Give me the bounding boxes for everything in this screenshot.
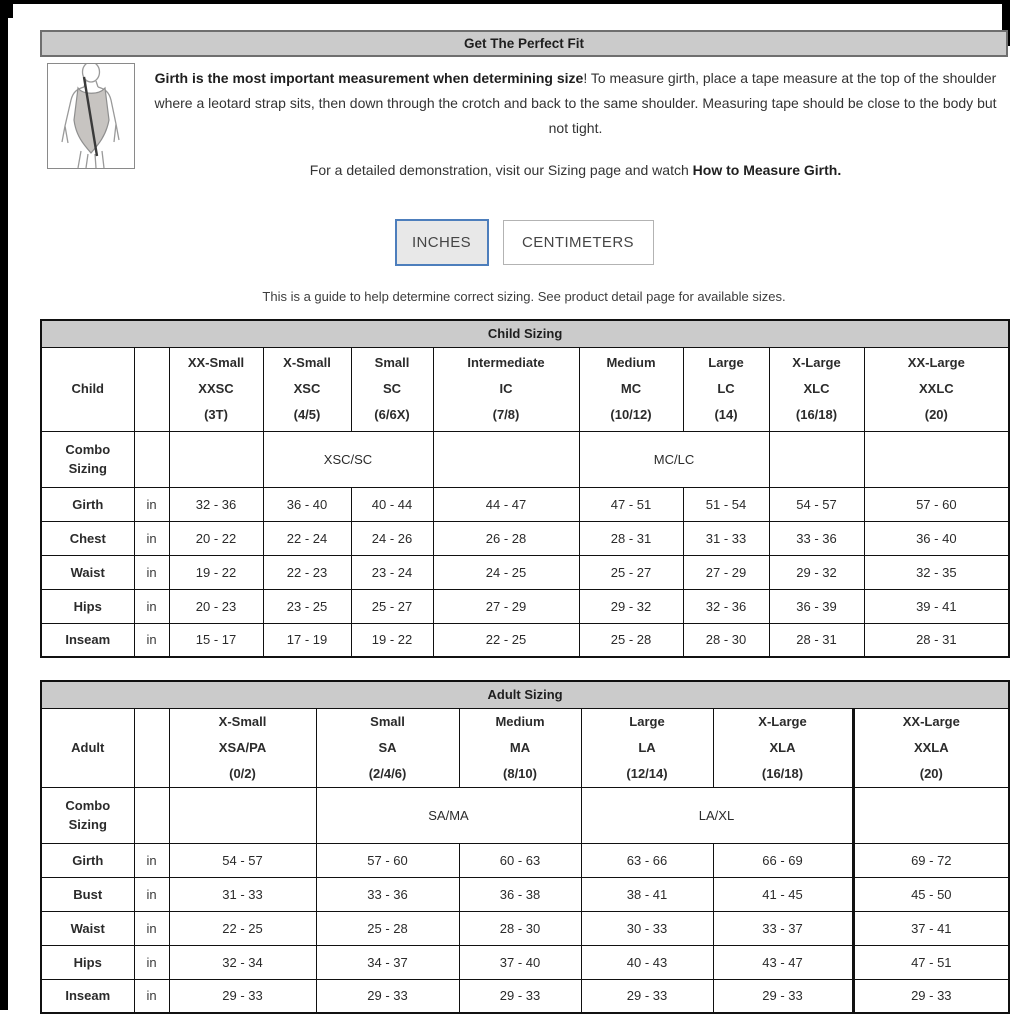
size-value-cell: 24 - 26 (351, 521, 433, 555)
size-value-cell: 69 - 72 (853, 843, 1009, 877)
table-corner-label: Child (41, 347, 134, 431)
size-value-cell: 30 - 33 (581, 911, 713, 945)
unit-cell (134, 787, 169, 843)
size-column-header: X-Large XLA (16/18) (713, 708, 853, 787)
sizing-guide-page (40, 30, 1008, 1014)
size-column-header: X-Large XLC (16/18) (769, 347, 864, 431)
size-value-cell: 29 - 32 (579, 589, 683, 623)
unit-cell (134, 431, 169, 487)
size-value-cell: 27 - 29 (433, 589, 579, 623)
screenshot-top-edge-artifact (0, 0, 1010, 4)
size-value-cell: 25 - 27 (579, 555, 683, 589)
size-value-cell: 24 - 25 (433, 555, 579, 589)
size-value-cell: 34 - 37 (316, 945, 459, 979)
size-value-cell: 32 - 36 (169, 487, 263, 521)
combo-span-cell: XSC/SC (263, 431, 433, 487)
size-value-cell: 33 - 37 (713, 911, 853, 945)
measurement-row-label: Bust (41, 877, 134, 911)
girth-instructions-bold-lead: Girth is the most important measurement when determining size (154, 70, 584, 86)
unit-header-cell (134, 708, 169, 787)
size-value-cell: 37 - 40 (459, 945, 581, 979)
unit-cell: in (134, 487, 169, 521)
girth-instructions-body: ! To measure girth, place a tape measure at the top of the shoulder where a leotard strap sits, then down through the crotch and back to the same shoulder. Measuring tape should be close to the body but not tight. (154, 70, 997, 136)
size-value-cell: 32 - 34 (169, 945, 316, 979)
unit-cell: in (134, 877, 169, 911)
intro-text-block (135, 63, 1008, 178)
size-value-cell: 44 - 47 (433, 487, 579, 521)
size-value-cell: 63 - 66 (581, 843, 713, 877)
size-value-cell: 38 - 41 (581, 877, 713, 911)
unit-header-cell (134, 347, 169, 431)
size-value-cell: 19 - 22 (169, 555, 263, 589)
size-value-cell: 33 - 36 (769, 521, 864, 555)
unit-cell: in (134, 843, 169, 877)
demo-instructions-bold: How to Measure Girth. (692, 162, 842, 178)
size-value-cell: 31 - 33 (683, 521, 769, 555)
size-value-cell: 40 - 44 (351, 487, 433, 521)
screenshot-left-edge-artifact (0, 0, 8, 1010)
size-value-cell: 47 - 51 (853, 945, 1009, 979)
measurement-row-label: Chest (41, 521, 134, 555)
size-value-cell: 45 - 50 (853, 877, 1009, 911)
size-value-cell: 57 - 60 (316, 843, 459, 877)
measurement-row-label: Inseam (41, 623, 134, 657)
size-column-header: Small SA (2/4/6) (316, 708, 459, 787)
unit-toggle (40, 219, 1008, 266)
size-value-cell: 22 - 23 (263, 555, 351, 589)
size-value-cell: 47 - 51 (579, 487, 683, 521)
size-value-cell: 29 - 33 (713, 979, 853, 1013)
size-value-cell: 22 - 25 (433, 623, 579, 657)
table-title: Child Sizing (41, 320, 1009, 347)
size-value-cell: 29 - 33 (459, 979, 581, 1013)
measurement-row-label: Girth (41, 843, 134, 877)
size-value-cell: 20 - 22 (169, 521, 263, 555)
size-value-cell: 28 - 30 (683, 623, 769, 657)
size-value-cell: 40 - 43 (581, 945, 713, 979)
size-column-header: X-Small XSA/PA (0/2) (169, 708, 316, 787)
combo-span-cell: SA/MA (316, 787, 581, 843)
child-sizing-table (40, 319, 1010, 658)
size-column-header: Large LA (12/14) (581, 708, 713, 787)
measurement-row-label: Waist (41, 911, 134, 945)
demo-instructions (147, 162, 1004, 178)
sizing-guide-note: This is a guide to help determine correct sizing. See product detail page for available sizes. (262, 289, 786, 304)
combo-sizing-label: Combo Sizing (41, 431, 134, 487)
measurement-row-label: Hips (41, 589, 134, 623)
combo-span-cell: MC/LC (579, 431, 769, 487)
size-value-cell: 25 - 28 (579, 623, 683, 657)
unit-cell: in (134, 521, 169, 555)
centimeters-button[interactable]: CENTIMETERS (503, 220, 654, 265)
size-value-cell: 23 - 25 (263, 589, 351, 623)
table-title: Adult Sizing (41, 681, 1009, 708)
unit-cell: in (134, 979, 169, 1013)
size-value-cell: 57 - 60 (864, 487, 1009, 521)
size-value-cell: 37 - 41 (853, 911, 1009, 945)
size-value-cell: 22 - 25 (169, 911, 316, 945)
size-value-cell: 25 - 27 (351, 589, 433, 623)
size-value-cell: 43 - 47 (713, 945, 853, 979)
size-value-cell: 60 - 63 (459, 843, 581, 877)
size-value-cell: 29 - 32 (769, 555, 864, 589)
intro-section (40, 63, 1008, 178)
size-value-cell: 29 - 33 (581, 979, 713, 1013)
combo-span-cell: LA/XL (581, 787, 853, 843)
size-column-header: XX-Small XXSC (3T) (169, 347, 263, 431)
size-column-header: Intermediate IC (7/8) (433, 347, 579, 431)
size-value-cell: 66 - 69 (713, 843, 853, 877)
size-value-cell: 29 - 33 (853, 979, 1009, 1013)
combo-span-cell (853, 787, 1009, 843)
size-value-cell: 26 - 28 (433, 521, 579, 555)
screenshot-corner-artifact (0, 0, 13, 18)
measurement-row-label: Waist (41, 555, 134, 589)
size-column-header: Medium MA (8/10) (459, 708, 581, 787)
demo-instructions-prefix: For a detailed demonstration, visit our Sizing page and watch (309, 162, 693, 178)
size-value-cell: 36 - 40 (864, 521, 1009, 555)
size-value-cell: 41 - 45 (713, 877, 853, 911)
combo-span-cell (433, 431, 579, 487)
size-value-cell: 33 - 36 (316, 877, 459, 911)
measurement-row-label: Girth (41, 487, 134, 521)
combo-span-cell (864, 431, 1009, 487)
size-value-cell: 32 - 36 (683, 589, 769, 623)
size-value-cell: 15 - 17 (169, 623, 263, 657)
size-value-cell: 28 - 31 (864, 623, 1009, 657)
size-value-cell: 19 - 22 (351, 623, 433, 657)
size-value-cell: 29 - 33 (169, 979, 316, 1013)
combo-span-cell (769, 431, 864, 487)
size-column-header: XX-Large XXLC (20) (864, 347, 1009, 431)
unit-cell: in (134, 623, 169, 657)
leotard-measure-diagram-icon (47, 63, 135, 169)
size-value-cell: 17 - 19 (263, 623, 351, 657)
size-value-cell: 28 - 31 (579, 521, 683, 555)
size-column-header: Medium MC (10/12) (579, 347, 683, 431)
unit-cell: in (134, 555, 169, 589)
size-column-header: Large LC (14) (683, 347, 769, 431)
size-value-cell: 28 - 31 (769, 623, 864, 657)
size-column-header: XX-Large XXLA (20) (853, 708, 1009, 787)
size-value-cell: 31 - 33 (169, 877, 316, 911)
combo-sizing-label: Combo Sizing (41, 787, 134, 843)
adult-sizing-table (40, 680, 1010, 1014)
inches-button[interactable]: INCHES (395, 219, 489, 266)
girth-measure-instructions (147, 66, 1004, 141)
size-value-cell: 54 - 57 (169, 843, 316, 877)
size-value-cell: 32 - 35 (864, 555, 1009, 589)
measurement-row-label: Hips (41, 945, 134, 979)
measurement-row-label: Inseam (41, 979, 134, 1013)
size-value-cell: 27 - 29 (683, 555, 769, 589)
size-value-cell: 28 - 30 (459, 911, 581, 945)
size-value-cell: 54 - 57 (769, 487, 864, 521)
size-value-cell: 20 - 23 (169, 589, 263, 623)
unit-cell: in (134, 589, 169, 623)
size-value-cell: 22 - 24 (263, 521, 351, 555)
combo-span-cell (169, 787, 316, 843)
combo-span-cell (169, 431, 263, 487)
unit-cell: in (134, 945, 169, 979)
size-value-cell: 36 - 40 (263, 487, 351, 521)
page-title: Get The Perfect Fit (40, 30, 1008, 57)
size-value-cell: 51 - 54 (683, 487, 769, 521)
size-value-cell: 25 - 28 (316, 911, 459, 945)
table-corner-label: Adult (41, 708, 134, 787)
size-column-header: X-Small XSC (4/5) (263, 347, 351, 431)
size-column-header: Small SC (6/6X) (351, 347, 433, 431)
size-value-cell: 36 - 39 (769, 589, 864, 623)
size-value-cell: 39 - 41 (864, 589, 1009, 623)
size-value-cell: 36 - 38 (459, 877, 581, 911)
size-value-cell: 23 - 24 (351, 555, 433, 589)
unit-cell: in (134, 911, 169, 945)
size-value-cell: 29 - 33 (316, 979, 459, 1013)
